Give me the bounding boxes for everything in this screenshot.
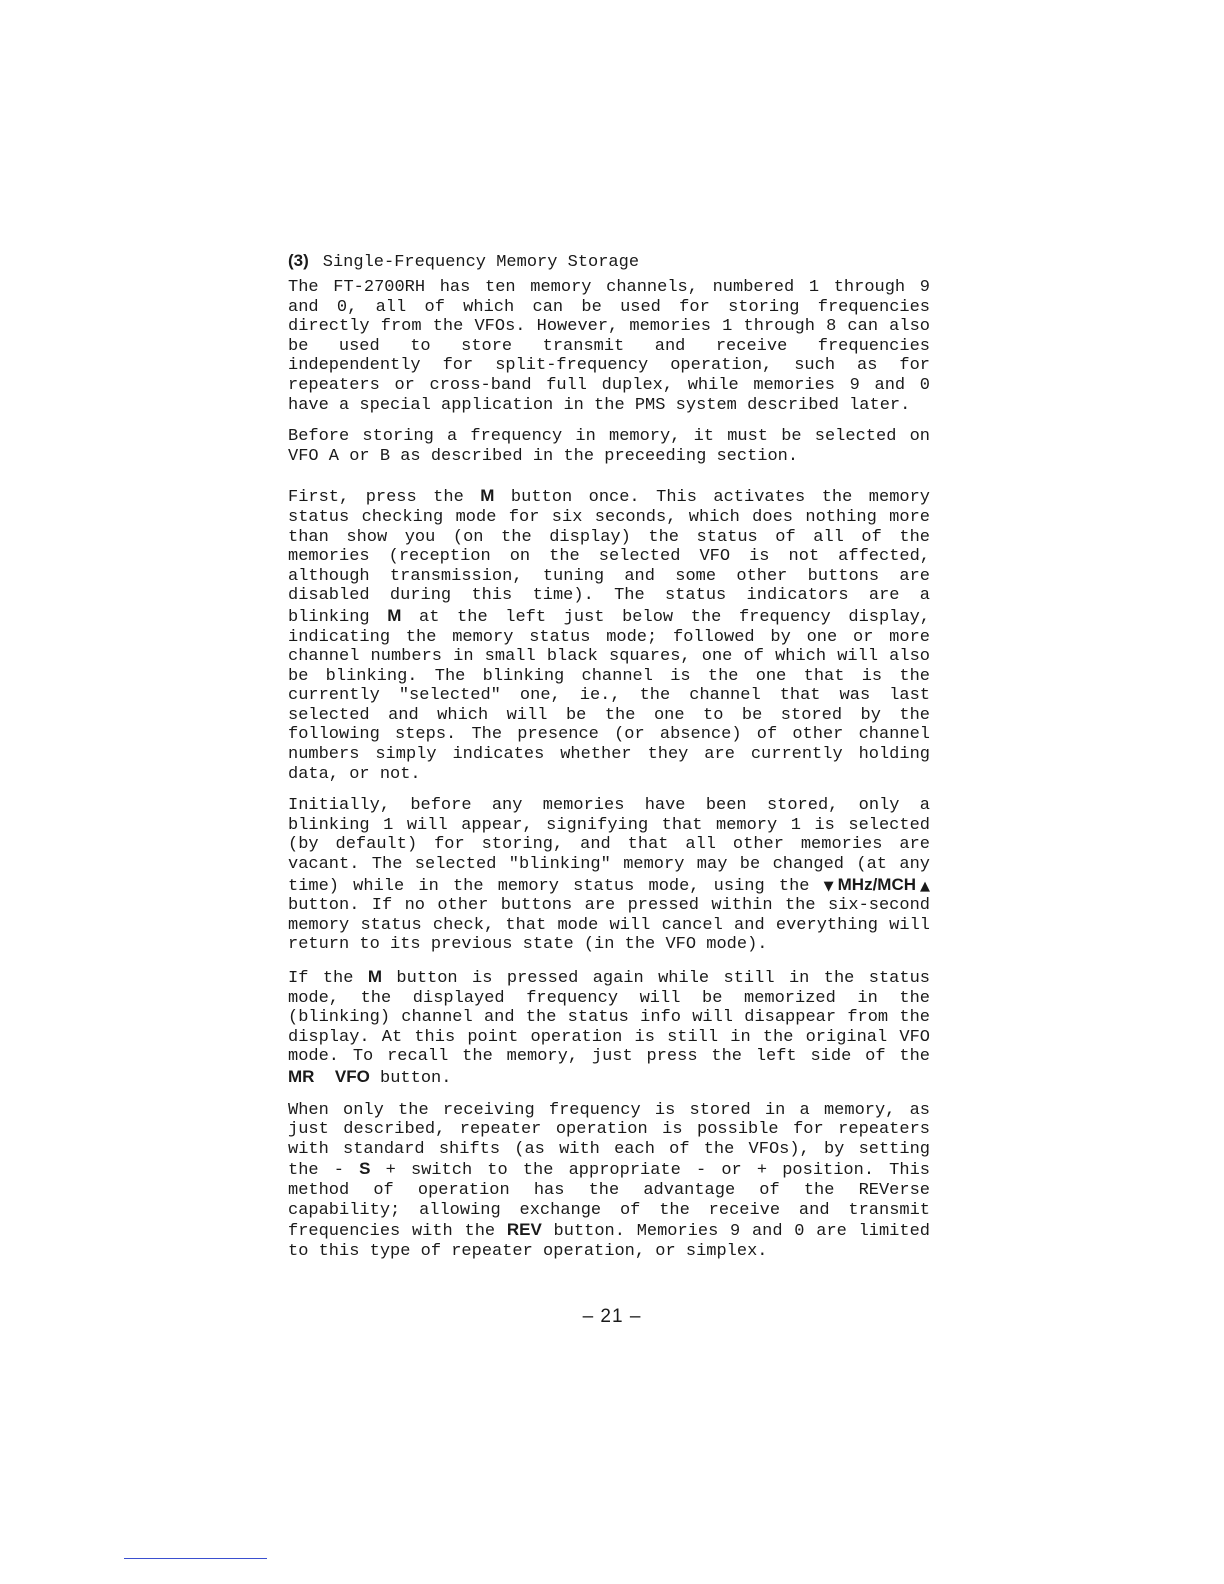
page-number: – 21 – — [582, 1306, 642, 1327]
paragraph-initial-state: Initially, before any memories have been stored, only a blinking 1 will appear, signifying that memory 1 is selected (by default) for storing, and that all other memories are vacant. The selected "blinking" memory may be changed (at any time) while in the memory status mode, using the ▼MHz/MCH▲ button. If no other buttons are pressed within the six-second memory status check, that mode will cancel and everything will return to its previous state (in the VFO mode). — [288, 796, 931, 955]
paragraph-before-storing: Before storing a frequency in memory, it must be selected on VFO A or B as described in the preceeding section. — [288, 427, 930, 466]
rev-button-label: REV — [506, 1220, 542, 1240]
triangle-up-icon: ▲ — [916, 878, 931, 894]
m-indicator-label: M — [387, 605, 402, 625]
mhz-mch-button-label: MHz/MCH — [837, 874, 917, 894]
section-title: Single-Frequency Memory Storage — [322, 253, 640, 272]
vfo-button-label: VFO — [334, 1066, 370, 1086]
m-button-label: M — [367, 967, 383, 986]
mr-button-label: MR — [288, 1066, 315, 1086]
section-number: (3) — [288, 251, 309, 270]
m-button-label: M — [480, 486, 495, 506]
footnote-divider — [124, 1558, 267, 1559]
triangle-down-icon: ▼ — [823, 878, 838, 894]
paragraph-repeater-operation: When only the receiving frequency is stored in a memory, as just described, repeater operation is possible for repeaters with standard shifts (as with each of the VFOs), by setting the - S + switch to the appropriate - or + position. This method of operation has the advantage of the REVerse capability; allowing exchange of the receive and transmit frequencies with the REV button. Memories 9 and 0 are limited to this type of repeater operation, or simplex. — [288, 1100, 930, 1261]
paragraph-status-mode: First, press the M button once. This activates the memory status checking mode for six seconds, which does nothing more than show you (on the display) the status of all of the memories (reception on the selected VFO is not affected, although transmission, tuning and some other buttons are disabled during this time). The status indicators are a blinking M at the left just below the frequency display, indicating the memory status mode; followed by one or more channel numbers in small black squares, one of which will also be blinking. The blinking channel is the one that is the currently "selected" one, ie., the channel that was last selected and which will be the one to be stored by the following steps. The presence (or absence) of other channel numbers simply indicates whether they are currently holding data, or not. — [288, 486, 930, 784]
manual-page-body — [288, 250, 930, 1273]
section-heading — [288, 250, 930, 274]
paragraph-memorize: If the M button is pressed again while still in the status mode, the displayed frequency will be memorized in the (blinking) channel and the status info will disappear from the display. At this point operation is still in the original VFO mode. To recall the memory, just press the left side of the MR VFO button. — [288, 967, 930, 1088]
shift-switch-label: S — [359, 1159, 371, 1179]
paragraph-memory-channels: The FT-2700RH has ten memory channels, numbered 1 through 9 and 0, all of which can be used for storing frequencies directly from the VFOs. However, memories 1 through 8 can also be used to store transmit and receive frequencies independently for split-frequency operation, such as for repeaters or cross-band full duplex, while memories 9 and 0 have a special application in the PMS system described later. — [288, 278, 930, 415]
